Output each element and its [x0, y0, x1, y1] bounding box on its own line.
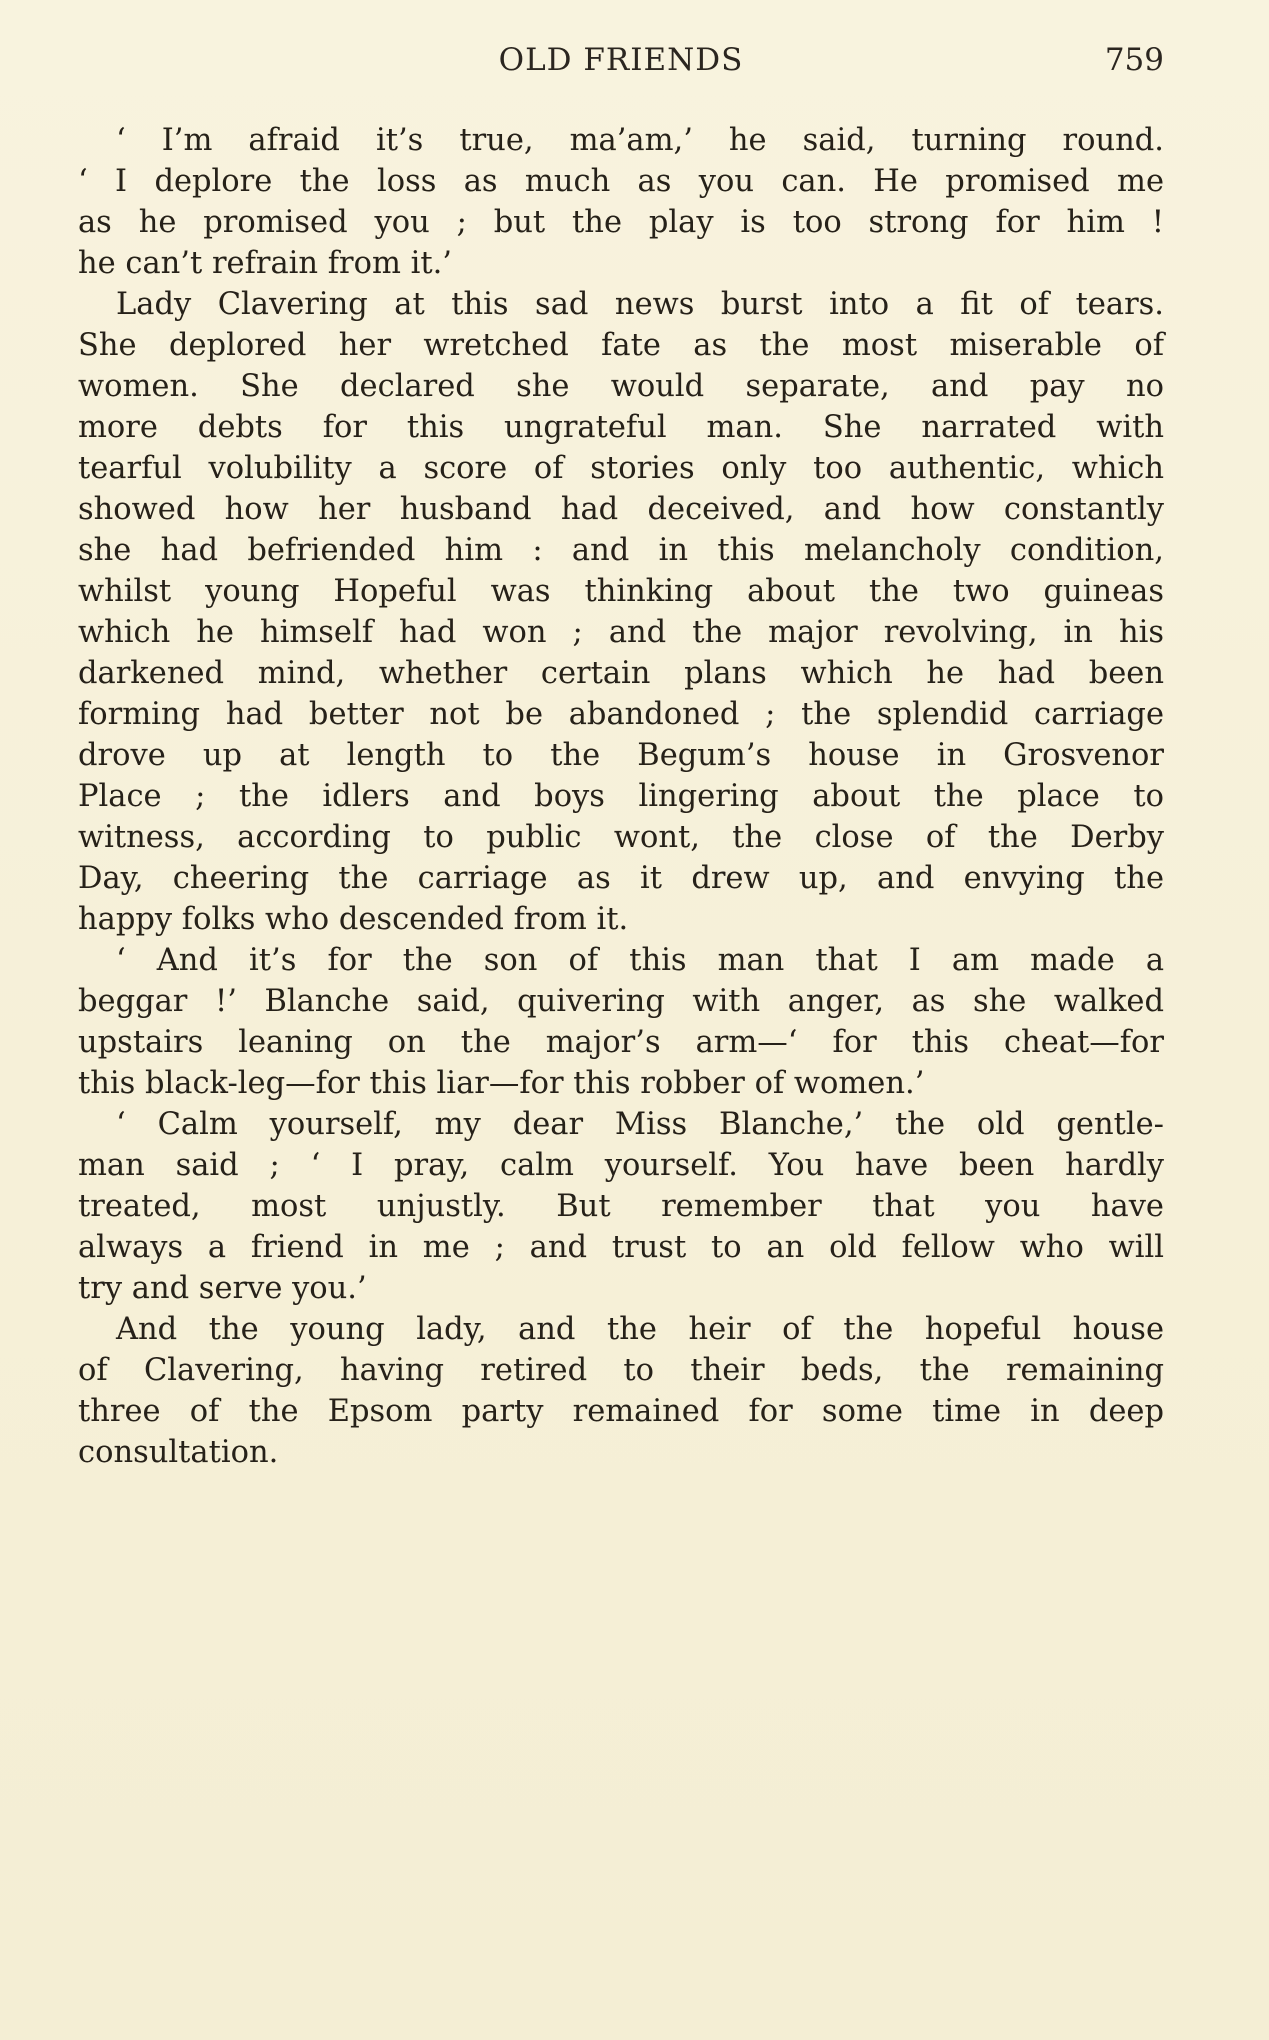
text-line: darkened mind, whether certain plans which he had been — [78, 656, 1164, 691]
text-line: witness, according to public wont, the close of the Derby — [78, 820, 1164, 855]
text-line: he can’t refrain from it.’ — [78, 246, 452, 281]
text-line: always a friend in me ; and trust to an old fellow who will — [78, 1230, 1164, 1265]
text-line: women. She declared she would separate, and pay no — [78, 369, 1164, 404]
text-line: drove up at length to the Begum’s house in Grosvenor — [78, 738, 1164, 773]
text-line: beggar !’ Blanche said, quivering with anger, as she walked — [78, 984, 1164, 1019]
text-line: try and serve you.’ — [78, 1271, 367, 1306]
text-line: of Clavering, having retired to their beds, the remaining — [78, 1353, 1164, 1388]
text-line: ‘ And it’s for the son of this man that I am made a — [116, 943, 1164, 978]
text-line: And the young lady, and the heir of the hopeful house — [116, 1312, 1164, 1347]
text-line: three of the Epsom party remained for some time in deep — [78, 1394, 1164, 1429]
text-line: more debts for this ungrateful man. She narrated with — [78, 410, 1164, 445]
text-line: whilst young Hopeful was thinking about the two guineas — [78, 574, 1164, 609]
text-line: She deplored her wretched fate as the most miserable of — [78, 328, 1164, 363]
text-line: showed how her husband had deceived, and how constantly — [78, 492, 1164, 527]
text-line: Lady Clavering at this sad news burst into a fit of tears. — [116, 287, 1164, 322]
text-line: man said ; ‘ I pray, calm yourself. You have been hardly — [78, 1148, 1164, 1183]
text-line: ‘ I’m afraid it’s true, ma’am,’ he said, turning round. — [116, 123, 1164, 158]
text-line: tearful volubility a score of stories only too authentic, which — [78, 451, 1164, 486]
text-line: as he promised you ; but the play is too strong for him ! — [78, 205, 1164, 240]
text-line: treated, most unjustly. But remember that you have — [78, 1189, 1164, 1224]
text-line: this black-leg—for this liar—for this robber of women.’ — [78, 1066, 925, 1101]
text-line: happy folks who descended from it. — [78, 902, 629, 937]
text-line: ‘ I deplore the loss as much as you can. He promised me — [78, 164, 1164, 199]
text-line: consultation. — [78, 1435, 279, 1470]
running-title: OLD FRIENDS — [498, 42, 744, 78]
text-line: she had befriended him : and in this melancholy condition, — [78, 533, 1164, 568]
text-line: forming had better not be abandoned ; the splendid carriage — [78, 697, 1164, 732]
text-line: Place ; the idlers and boys lingering about the place to — [78, 779, 1164, 814]
running-head — [78, 42, 1164, 82]
page-number: 759 — [1104, 42, 1164, 78]
text-line: upstairs leaning on the major’s arm—‘ for this cheat—for — [78, 1025, 1164, 1060]
text-line: which he himself had won ; and the major revolving, in his — [78, 615, 1164, 650]
text-line: ‘ Calm yourself, my dear Miss Blanche,’ the old gentle- — [116, 1107, 1164, 1142]
text-line: Day, cheering the carriage as it drew up, and envying the — [78, 861, 1164, 896]
body-text — [78, 120, 1164, 1473]
